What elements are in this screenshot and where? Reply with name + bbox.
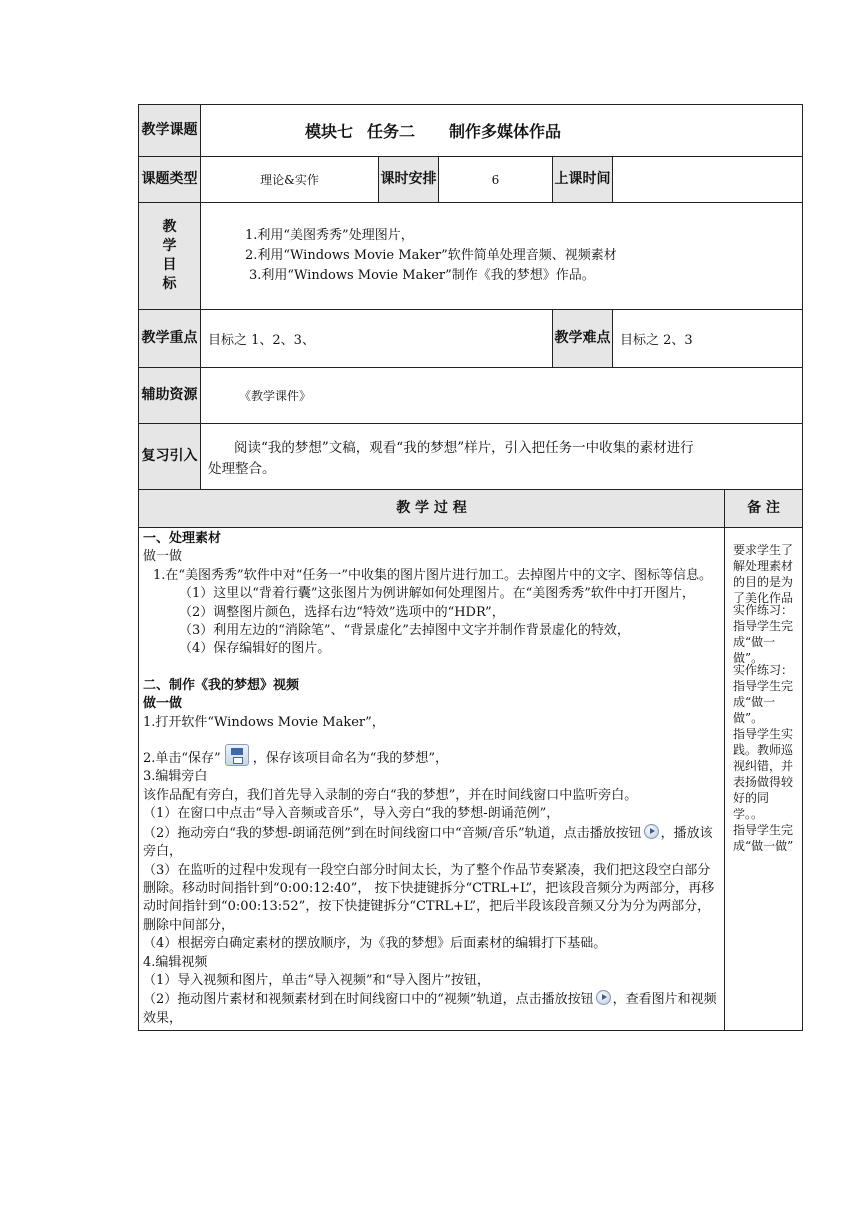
difficulty-value: 目标之 2、3	[613, 310, 803, 368]
row-process-header	[139, 490, 803, 528]
key-value: 目标之 1、2、3、	[201, 310, 553, 368]
hours-label: 课时安排	[379, 157, 439, 203]
note: 指导学生完成“做一做”	[733, 823, 794, 853]
paragraph: （1）导入视频和图片，单击“导入视频”和“导入图片”按钮，	[143, 972, 490, 988]
paragraph-part: ，播放该旁白，	[143, 825, 713, 860]
paragraph: 1.打开软件“Windows Movie Maker”，	[143, 714, 385, 730]
paragraph-part: ，保存该项目命名为“我的梦想”，	[252, 751, 448, 767]
type-value: 理论&实作	[201, 157, 379, 203]
save-icon	[225, 744, 249, 766]
review-line: 阅读“我的梦想”文稿，观看“我的梦想”样片，引入把任务一中收集的素材进行	[234, 439, 694, 456]
lesson-plan-table	[138, 104, 803, 1031]
play-icon	[644, 824, 659, 839]
paragraph: （1）这里以“背着行囊”这张图片为例讲解如何处理图片。在“美图秀秀”软件中打开图片，	[179, 586, 695, 602]
paragraph: （4）保存编辑好的图片。	[179, 641, 331, 657]
row-key	[139, 310, 803, 368]
goals-label	[139, 203, 201, 310]
review-line: 处理整合。	[208, 460, 276, 477]
play-icon	[596, 990, 611, 1005]
time-value	[613, 157, 803, 203]
paragraph-part: （2）拖动旁白“我的梦想-朗诵范例”到在时间线窗口中“音频/音乐”轨道，点击播放按钮	[143, 825, 642, 841]
paragraph: 4.编辑视频	[143, 954, 208, 970]
goals-label-text: 教学目标	[162, 219, 177, 292]
paragraph: （4）根据旁白确定素材的摆放顺序，为《我的梦想》后面素材的编辑打下基础。	[143, 936, 607, 952]
paragraph-part: ，查看图片和视频效果，	[143, 992, 717, 1026]
paragraph: （2）调整图片颜色，选择右边“特效”选项中的“HDR”，	[179, 604, 505, 620]
note: 实作练习：指导学生完成“做一做”。	[733, 603, 794, 665]
paragraph-part: （2）拖动图片素材和视频素材到在时间线窗口中的“视频”轨道，点击播放按钮	[143, 992, 594, 1008]
key-label: 教学重点	[139, 310, 201, 368]
topic-part3: 制作多媒体作品	[449, 122, 562, 141]
topic-part2: 任务二	[367, 122, 416, 141]
note: 指导学生实践。教师巡视纠错，并表扬做得较好的同学。。	[733, 727, 794, 821]
process-content	[139, 528, 725, 1031]
topic-part1: 模块七	[305, 122, 354, 141]
resource-value: 《教学课件》	[201, 368, 803, 424]
row-type	[139, 157, 803, 203]
time-label: 上课时间	[553, 157, 613, 203]
row-goals	[139, 203, 803, 310]
paragraph: 3.编辑旁白	[143, 769, 208, 785]
row-review	[139, 424, 803, 490]
notes-header: 备 注	[725, 490, 803, 528]
hours-value: 6	[439, 157, 553, 203]
lesson-plan	[138, 104, 802, 1031]
notes-content	[725, 528, 803, 1031]
section-subtitle: 做一做	[143, 549, 183, 565]
row-topic	[139, 105, 803, 157]
goals-list	[201, 203, 803, 310]
section-title: 二、制作《我的梦想》视频	[143, 677, 300, 693]
paragraph: （1）在窗口中点击“导入音频或音乐”，导入旁白“我的梦想-朗诵范例”，	[143, 806, 560, 822]
paragraph: 该作品配有旁白，我们首先导入录制的旁白“我的梦想”，并在时间线窗口中监听旁白。	[143, 787, 638, 803]
process-header: 教 学 过 程	[139, 490, 725, 528]
spacer	[143, 659, 720, 677]
paragraph: 1.在“美图秀秀”软件中对“任务一”中收集的图片图片进行加工。去掉图片中的文字、图标等信息。	[153, 567, 712, 583]
goal-item: 2.利用“Windows Movie Maker”软件简单处理音频、视频素材	[245, 248, 617, 263]
topic-label: 教学课题	[139, 105, 201, 157]
goal-item: 3.利用“Windows Movie Maker”制作《我的梦想》作品。	[249, 268, 595, 283]
topic-title	[201, 105, 803, 157]
type-label: 课题类型	[139, 157, 201, 203]
section-subtitle: 做一做	[143, 696, 183, 712]
section-title: 一、处理素材	[143, 531, 222, 546]
paragraph-with-icon	[143, 990, 720, 1028]
note: 实作练习：指导学生完成“做一做”。	[733, 663, 794, 725]
paragraph-with-icon	[143, 824, 720, 862]
goal-item: 1.利用“美图秀秀”处理图片，	[245, 228, 414, 243]
paragraph: （3）利用左边的“消除笔”、“背景虚化”去掉图中文字并制作背景虚化的特效，	[179, 623, 630, 639]
resource-label: 辅助资源	[139, 368, 201, 424]
row-resource	[139, 368, 803, 424]
difficulty-label: 教学难点	[553, 310, 613, 368]
paragraph-part: 2.单击“保存”	[143, 751, 221, 767]
note: 要求学生了解处理素材的目的是为了美化作品	[733, 543, 794, 605]
review-label: 复习引入	[139, 424, 201, 490]
paragraph: （3）在监听的过程中发现有一段空白部分时间太长，为了整个作品节奏紧凑，我们把这段空白部分删除。移动时间指针到“0:00:12:40”， 按下快捷键拆分“CTRL+L”，把该段音频分为两部分，再移动时间指针到“0:00:13:52”，按下快捷键拆分“CTRL+L”，把后半段该段音频又分为分为两部分，删除中间部分，	[143, 862, 715, 933]
paragraph-with-icon	[143, 744, 720, 768]
review-text	[201, 424, 803, 490]
row-process-body	[139, 528, 803, 1031]
